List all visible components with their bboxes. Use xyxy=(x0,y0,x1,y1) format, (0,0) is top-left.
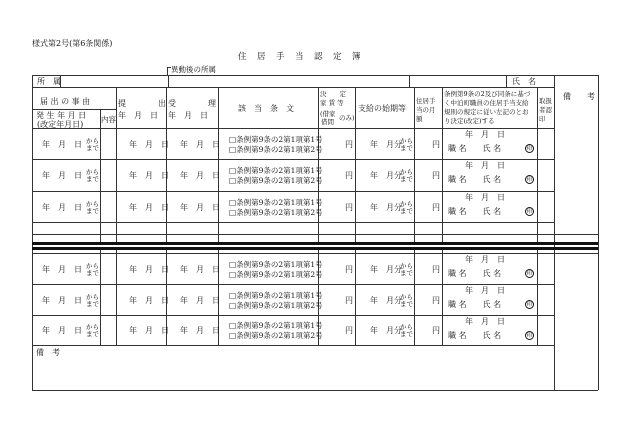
shokumei-shimei: 職 名 氏 名 xyxy=(448,207,502,216)
header-juukyo-teate-1: 住居手 xyxy=(416,97,436,105)
shozoku-label: 所 属 xyxy=(37,77,61,86)
table-border xyxy=(32,390,598,391)
shikyuu-month: 年 月分 xyxy=(370,296,402,305)
seal-icon: 印 xyxy=(526,176,533,183)
joubun-2[interactable]: □条例第9条の2第1項第2号 xyxy=(229,176,323,185)
kara-made: から まで xyxy=(400,200,413,215)
seal-icon: 印 xyxy=(526,301,533,308)
shikyuu-month: 年 月分 xyxy=(370,265,402,274)
kara-made: から まで xyxy=(400,293,413,308)
bracket-line xyxy=(167,67,168,75)
header-jourei-3: 規則の規定に従い左記のとお xyxy=(444,108,529,116)
kettei-date: 年 月 日 xyxy=(465,130,505,139)
row-line xyxy=(32,159,554,160)
header-teishutsu-date: 年 月 日 xyxy=(118,111,158,120)
row-line xyxy=(32,315,554,316)
teishutsu-date: 年 月 日 xyxy=(129,265,169,274)
header-todoke-jiyuu: 届 出 の 事 由 xyxy=(40,97,91,106)
col-line xyxy=(537,249,538,345)
kara-made: から まで xyxy=(86,168,99,183)
shikyuu-month: 年 月分 xyxy=(370,203,402,212)
header-hassei-date: 発 生 年 月 日 xyxy=(36,111,87,120)
document-title: 住 居 手 当 認 定 簿 xyxy=(238,52,362,62)
yen-unit: 円 xyxy=(432,326,440,335)
kara-made: から まで xyxy=(86,293,99,308)
hassei-date: 年 月 日 xyxy=(42,265,82,274)
header-jourei-4: り決定(改定)する xyxy=(444,117,495,125)
joubun-1[interactable]: □条例第9条の2第1項第1号 xyxy=(229,291,323,300)
col-line xyxy=(355,87,356,242)
seal-icon: 印 xyxy=(526,270,533,277)
col-line xyxy=(414,87,415,242)
header-juri: 受 理 xyxy=(168,99,216,108)
row-line xyxy=(32,87,554,88)
joubun-1[interactable]: □条例第9条の2第1項第1号 xyxy=(229,166,323,175)
yen-unit: 円 xyxy=(345,203,353,212)
kettei-date: 年 月 日 xyxy=(465,255,505,264)
yen-unit: 円 xyxy=(345,140,353,149)
header-toriatsukai-2: 者認 xyxy=(539,106,552,114)
header-gaitou-joubun: 該 当 条 文 xyxy=(238,104,294,113)
shikyuu-month: 年 月分 xyxy=(370,326,402,335)
shokumei-shimei: 職 名 氏 名 xyxy=(448,300,502,309)
kara-made: から まで xyxy=(86,262,99,277)
kettei-date: 年 月 日 xyxy=(465,286,505,295)
row-line xyxy=(32,253,598,254)
teishutsu-date: 年 月 日 xyxy=(129,326,169,335)
kara-made: から まで xyxy=(400,137,413,152)
juri-date: 年 月 日 xyxy=(180,265,220,274)
shokumei-shimei: 職 名 氏 名 xyxy=(448,269,502,278)
bikou-header: 備 考 xyxy=(563,92,595,101)
hassei-date: 年 月 日 xyxy=(42,171,82,180)
kara-made: から まで xyxy=(400,262,413,277)
joubun-2[interactable]: □条例第9条の2第1項第2号 xyxy=(229,145,323,154)
col-line xyxy=(442,249,443,345)
kara-made: から まで xyxy=(86,200,99,215)
table-border xyxy=(32,75,33,390)
after-transfer-label: 異動後の所属 xyxy=(171,65,216,74)
header-jourei-1: 条例第9条の2及び同条に基づ xyxy=(444,90,531,98)
yen-unit: 円 xyxy=(345,265,353,274)
col-line xyxy=(414,249,415,345)
col-line xyxy=(116,87,117,242)
seal-icon: 印 xyxy=(526,145,533,152)
header-nomi: のみ) xyxy=(339,114,355,122)
shikyuu-month: 年 月分 xyxy=(370,171,402,180)
hassei-date: 年 月 日 xyxy=(42,140,82,149)
row-line xyxy=(32,222,554,223)
section-separator xyxy=(32,247,598,250)
joubun-2[interactable]: □条例第9条の2第1項第2号 xyxy=(229,331,323,340)
row-line xyxy=(32,234,598,235)
header-shikyuu-kaishi: 支給の始期等 xyxy=(358,104,406,113)
shimei-label: 氏 名 xyxy=(512,77,536,86)
kettei-date: 年 月 日 xyxy=(465,193,505,202)
juri-date: 年 月 日 xyxy=(180,140,220,149)
col-line xyxy=(218,87,219,242)
col-line xyxy=(409,75,410,87)
form-number: 様式第2号(第6条関係) xyxy=(32,39,113,48)
kara-made: から まで xyxy=(400,323,413,338)
joubun-2[interactable]: □条例第9条の2第1項第2号 xyxy=(229,270,323,279)
col-line xyxy=(442,87,443,242)
header-juukyo-teate-3: 額 xyxy=(416,115,423,123)
yen-unit: 円 xyxy=(345,171,353,180)
teishutsu-date: 年 月 日 xyxy=(129,171,169,180)
joubun-1[interactable]: □条例第9条の2第1項第1号 xyxy=(229,260,323,269)
juri-date: 年 月 日 xyxy=(180,326,220,335)
row-line xyxy=(32,345,554,346)
joubun-2[interactable]: □条例第9条の2第1項第2号 xyxy=(229,208,323,217)
header-shakuma: 借間 xyxy=(321,118,334,126)
joubun-2[interactable]: □条例第9条の2第1項第2号 xyxy=(229,301,323,310)
shikyuu-month: 年 月分 xyxy=(370,140,402,149)
header-yachin: 家 賃 等 xyxy=(320,99,344,107)
kettei-date: 年 月 日 xyxy=(465,317,505,326)
col-line xyxy=(318,87,319,242)
header-toriatsukai-1: 取扱 xyxy=(539,97,552,105)
kara-made: から まで xyxy=(86,323,99,338)
col-line xyxy=(554,75,555,390)
header-juukyo-teate-2: 当の月 xyxy=(416,106,436,114)
seal-icon: 印 xyxy=(526,208,533,215)
seal-icon: 印 xyxy=(526,332,533,339)
hassei-date: 年 月 日 xyxy=(42,296,82,305)
row-line xyxy=(32,284,554,285)
col-line xyxy=(537,87,538,242)
yen-unit: 円 xyxy=(432,265,440,274)
row-line xyxy=(32,191,554,192)
yen-unit: 円 xyxy=(345,326,353,335)
juri-date: 年 月 日 xyxy=(180,171,220,180)
juri-date: 年 月 日 xyxy=(180,296,220,305)
joubun-1[interactable]: □条例第9条の2第1項第1号 xyxy=(229,135,323,144)
header-kaitei-date: (改定年月日) xyxy=(37,120,84,129)
col-line xyxy=(355,249,356,345)
teishutsu-date: 年 月 日 xyxy=(129,140,169,149)
yen-unit: 円 xyxy=(345,296,353,305)
shokumei-shimei: 職 名 氏 名 xyxy=(448,144,502,153)
yen-unit: 円 xyxy=(432,171,440,180)
hassei-date: 年 月 日 xyxy=(42,203,82,212)
kara-made: から まで xyxy=(400,168,413,183)
header-kettei: 決 定 xyxy=(320,90,346,98)
yen-unit: 円 xyxy=(432,203,440,212)
col-line xyxy=(168,75,169,87)
teishutsu-date: 年 月 日 xyxy=(129,296,169,305)
shokumei-shimei: 職 名 氏 名 xyxy=(448,331,502,340)
header-jourei-2: く中泊町職員の住居手当支給 xyxy=(444,99,529,107)
shokumei-shimei: 職 名 氏 名 xyxy=(448,175,502,184)
col-line xyxy=(506,75,507,87)
row-line xyxy=(32,109,116,110)
section-separator xyxy=(32,242,598,245)
footer-bikou-label: 備 考 xyxy=(36,348,60,357)
yen-unit: 円 xyxy=(432,296,440,305)
joubun-1[interactable]: □条例第9条の2第1項第1号 xyxy=(229,321,323,330)
teishutsu-date: 年 月 日 xyxy=(129,203,169,212)
kettei-date: 年 月 日 xyxy=(465,161,505,170)
col-line xyxy=(166,87,167,242)
header-naiyou: 内容 xyxy=(101,115,116,124)
juri-date: 年 月 日 xyxy=(180,203,220,212)
kara-made: から まで xyxy=(86,137,99,152)
row-line xyxy=(32,128,554,129)
header-shakuya: (借家 xyxy=(320,110,336,118)
header-teishutsu: 提 出 xyxy=(118,99,166,108)
header-juri-date: 年 月 日 xyxy=(168,111,208,120)
joubun-1[interactable]: □条例第9条の2第1項第1号 xyxy=(229,198,323,207)
col-line xyxy=(100,249,101,345)
hassei-date: 年 月 日 xyxy=(42,326,82,335)
header-toriatsukai-3: 印 xyxy=(539,115,546,123)
table-border xyxy=(598,75,599,390)
col-line xyxy=(116,249,117,345)
yen-unit: 円 xyxy=(432,140,440,149)
table-border xyxy=(32,75,598,76)
